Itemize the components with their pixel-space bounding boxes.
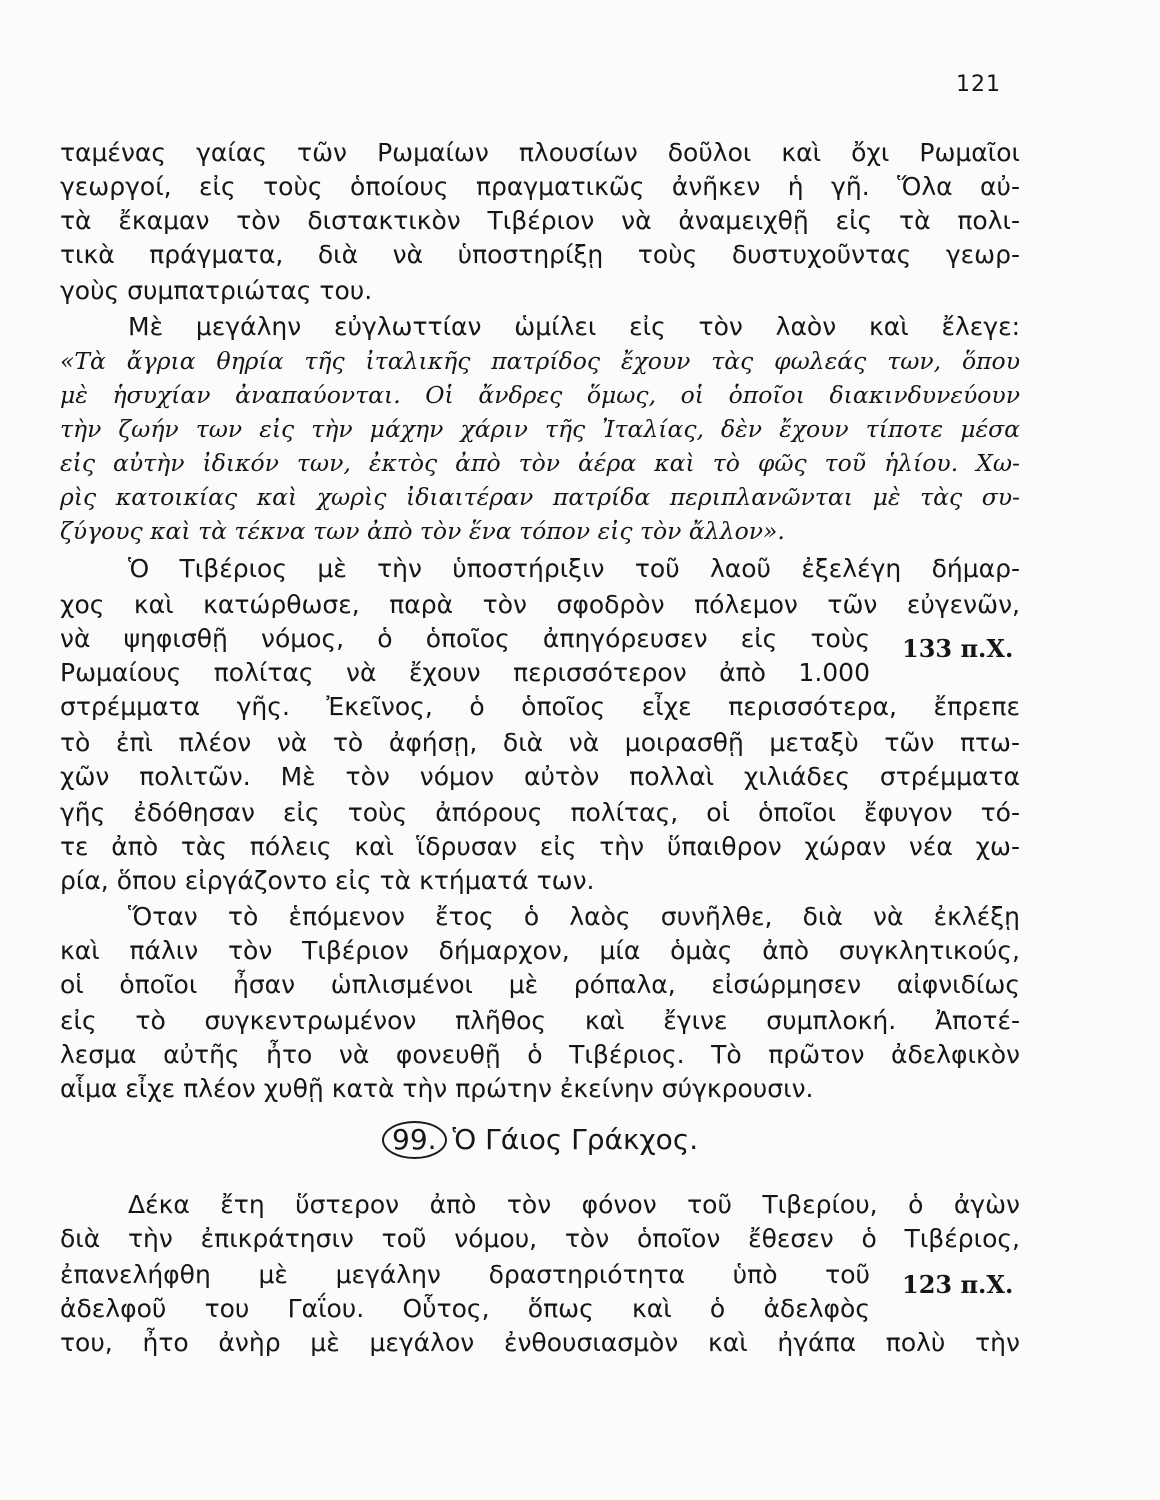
quote-line: ζύγους καὶ τὰ τέκνα των ἀπὸ τὸν ἕνα τόπον εἰς τὸν ἄλλον». (60, 517, 785, 545)
text-line: Δέκα ἔτη ὕστερον ἀπὸ τὸν φόνον τοῦ Τιβερίου, ὁ ἀγὼν (128, 1190, 1020, 1219)
text-line: ἐπανελήφθη μὲ μεγάλην δραστηριότητα ὑπὸ τοῦ (60, 1260, 870, 1289)
text-line: Μὲ μεγάλην εὐγλωττίαν ὡμίλει εἰς τὸν λαὸν καὶ ἔλεγε: (128, 312, 1020, 341)
text-line: στρέμματα γῆς. Ἐκεῖνος, ὁ ὁποῖος εἶχε περισσότερα, ἔπρεπε (60, 692, 1020, 721)
text-line: Ὁ Τιβέριος μὲ τὴν ὑποστήριξιν τοῦ λαοῦ ἐξελέγη δήμαρ- (128, 554, 1020, 583)
text-line: νὰ ψηφισθῇ νόμος, ὁ ὁποῖος ἀπηγόρευσεν εἰς τοὺς (60, 624, 870, 653)
section-number: 99. (382, 1121, 447, 1159)
text-line: χος καὶ κατώρθωσε, παρὰ τὸν σφοδρὸν πόλεμον τῶν εὐγενῶν, (60, 590, 1020, 619)
quote-line: εἰς αὐτὴν ἰδικόν των, ἐκτὸς ἀπὸ τὸν ἀέρα καὶ τὸ φῶς τοῦ ἡλίου. Χω- (60, 449, 1020, 477)
quote-line: τὴν ζωήν των εἰς τὴν μάχην χάριν τῆς Ἰταλίας, δὲν ἔχουν τίποτε μέσα (60, 415, 1020, 443)
section-title: Ὁ Γάιος Γράκχος. (452, 1123, 699, 1156)
margin-date-123: 123 π.Χ. (902, 1270, 1014, 1299)
text-line: καὶ πάλιν τὸν Τιβέριον δήμαρχον, μία ὁμὰς ἀπὸ συγκλητικούς, (60, 936, 1020, 965)
text-line: αἷμα εἶχε πλέον χυθῇ κατὰ τὴν πρώτην ἐκείνην σύγκρουσιν. (60, 1074, 814, 1103)
text-line: διὰ τὴν ἐπικράτησιν τοῦ νόμου, τὸν ὁποῖον ἔθεσεν ὁ Τιβέριος, (60, 1224, 1020, 1253)
text-line: τε ἀπὸ τὰς πόλεις καὶ ἵδρυσαν εἰς τὴν ὕπαιθρον χώραν νέα χω- (60, 832, 1020, 861)
margin-date-133: 133 π.Χ. (902, 634, 1014, 663)
quote-line: μὲ ἡσυχίαν ἀναπαύονται. Οἱ ἄνδρες ὅμως, οἱ ὁποῖοι διακινδυνεύουν (60, 381, 1020, 409)
page-number: 121 (956, 72, 1001, 97)
quote-line: «Τὰ ἄγρια θηρία τῆς ἰταλικῆς πατρίδος ἔχουν τὰς φωλεάς των, ὅπου (60, 347, 1020, 375)
text-line: χῶν πολιτῶν. Μὲ τὸν νόμον αὐτὸν πολλαὶ χιλιάδες στρέμματα (60, 762, 1020, 791)
text-line: του, ἦτο ἀνὴρ μὲ μεγάλον ἐνθουσιασμὸν καὶ ἠγάπα πολὺ τὴν (60, 1328, 1020, 1357)
quote-line: ρὶς κατοικίας καὶ χωρὶς ἰδιαιτέραν πατρίδα περιπλανῶνται μὲ τὰς συ- (60, 483, 1020, 511)
text-line: ρία, ὅπου εἰργάζοντο εἰς τὰ κτήματά των. (60, 866, 595, 895)
text-line: εἰς τὸ συγκεντρωμένον πλῆθος καὶ ἔγινε συμπλοκή. Ἀποτέ- (60, 1006, 1020, 1035)
text-line: τὰ ἔκαμαν τὸν διστακτικὸν Τιβέριον νὰ ἀναμειχθῇ εἰς τὰ πολι- (60, 206, 1020, 235)
text-line: Ρωμαίους πολίτας νὰ ἔχουν περισσότερον ἀπὸ 1.000 (60, 658, 870, 687)
text-line: λεσμα αὐτῆς ἦτο νὰ φονευθῇ ὁ Τιβέριος. Τὸ πρῶτον ἀδελφικὸν (60, 1040, 1020, 1069)
text-line: ταμένας γαίας τῶν Ρωμαίων πλουσίων δοῦλοι καὶ ὄχι Ρωμαῖοι (60, 138, 1020, 167)
text-line: τὸ ἐπὶ πλέον νὰ τὸ ἀφήσῃ, διὰ νὰ μοιρασθῇ μεταξὺ τῶν πτω- (60, 728, 1020, 757)
text-line: γεωργοί, εἰς τοὺς ὁποίους πραγματικῶς ἀνῆκεν ἡ γῆ. Ὅλα αὐ- (60, 172, 1020, 201)
text-line: οἱ ὁποῖοι ἦσαν ὡπλισμένοι μὲ ρόπαλα, εἰσώρμησεν αἰφνιδίως (60, 970, 1020, 999)
text-line: γῆς ἐδόθησαν εἰς τοὺς ἀπόρους πολίτας, οἱ ὁποῖοι ἔφυγον τό- (60, 798, 1020, 827)
text-line: γοὺς συμπατριώτας του. (60, 276, 373, 305)
text-line: τικὰ πράγματα, διὰ νὰ ὑποστηρίξῃ τοὺς δυστυχοῦντας γεωρ- (60, 240, 1020, 269)
text-line: ἀδελφοῦ του Γαΐου. Οὗτος, ὅπως καὶ ὁ ἀδελφὸς (60, 1294, 870, 1323)
section-heading (382, 1120, 698, 1160)
text-line: Ὅταν τὸ ἑπόμενον ἔτος ὁ λαὸς συνῆλθε, διὰ νὰ ἐκλέξῃ (128, 902, 1020, 931)
